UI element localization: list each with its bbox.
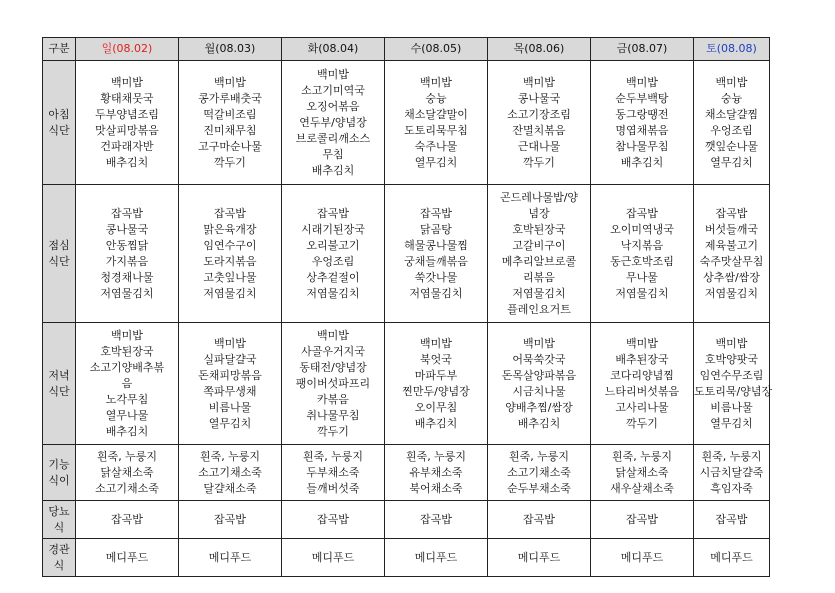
- menu-cell: [385, 61, 488, 185]
- menu-item: 새우살채소죽: [610, 481, 674, 495]
- menu-cell: [488, 501, 591, 539]
- row-label-functional-diet: [43, 445, 76, 501]
- menu-item: 배추김치: [620, 155, 664, 169]
- menu-item: 백미밥: [111, 328, 143, 342]
- menu-item: 오리불고기: [306, 238, 360, 252]
- menu-item: 잡곡밥: [420, 512, 452, 526]
- menu-item: 메디푸드: [311, 550, 355, 564]
- menu-item: 깍두기: [317, 424, 349, 438]
- menu-cell: [76, 61, 179, 185]
- menu-item: 백미밥: [214, 336, 246, 350]
- menu-item: 흰죽, 누룽지: [96, 449, 158, 463]
- menu-cell: [282, 61, 385, 185]
- menu-item: 숭늉: [425, 91, 447, 105]
- menu-cell: [179, 185, 282, 323]
- menu-item: 배추김치: [517, 416, 561, 430]
- header-day-mon: 월(08.03): [179, 38, 282, 61]
- menu-item: 소고기양배추볶: [89, 360, 165, 374]
- menu-cell: [76, 539, 179, 577]
- menu-item: 상추겉절이: [306, 270, 360, 284]
- menu-item: 호박양팟국: [704, 352, 759, 366]
- menu-cell: [488, 61, 591, 185]
- row-label-diabetic-diet: [43, 501, 76, 539]
- menu-item: 백미밥: [523, 75, 555, 89]
- menu-item: 오이미역냉국: [610, 222, 674, 236]
- row-label-line: 식단: [48, 123, 70, 137]
- menu-cell: [591, 501, 694, 539]
- menu-item: 콩나물국: [105, 222, 149, 236]
- menu-cell: [179, 445, 282, 501]
- menu-item: 느타리버섯볶음: [604, 384, 680, 398]
- menu-item: 마파두부: [414, 368, 458, 382]
- menu-item: 안동찜닭: [105, 238, 149, 252]
- menu-item: 상추쌈/쌈장: [703, 270, 760, 284]
- menu-item: 념장: [528, 206, 550, 220]
- menu-item: 비름나물: [710, 400, 753, 414]
- header-row: [43, 38, 770, 61]
- menu-cell: [282, 501, 385, 539]
- menu-item: 어묵쑥갓국: [512, 352, 566, 366]
- menu-item: 우엉조림: [311, 254, 355, 268]
- menu-item: 메디푸드: [710, 550, 753, 564]
- menu-body: [43, 61, 773, 577]
- header-day-fri: 금(08.07): [591, 38, 694, 61]
- menu-item: 고사리나물: [615, 400, 669, 414]
- menu-cell: [591, 323, 694, 445]
- row-functional-diet: [43, 445, 770, 501]
- menu-item: 채소달걀찜: [704, 107, 759, 121]
- menu-item: 찐만두/양념장: [402, 384, 470, 398]
- row-label-line: 식단: [48, 254, 70, 268]
- menu-item: 배추김치: [105, 424, 149, 438]
- menu-item: 백미밥: [111, 75, 143, 89]
- menu-item: 잡곡밥: [111, 512, 143, 526]
- menu-item: 맛살피망볶음: [95, 123, 159, 137]
- menu-item: 시래기된장국: [301, 222, 365, 236]
- menu-cell: [179, 323, 282, 445]
- menu-item: 명엽채볶음: [615, 123, 669, 137]
- menu-item: 깍두기: [214, 155, 246, 169]
- menu-item: 동태전/양념장: [299, 360, 367, 374]
- menu-item: 숙주맛살무침: [699, 254, 764, 268]
- row-lunch: [43, 185, 770, 323]
- menu-item: 닭살채소죽: [615, 465, 669, 479]
- menu-item: 리볶음: [523, 270, 555, 284]
- menu-item: 흰죽, 누룽지: [701, 449, 762, 463]
- header-corner: 구분: [43, 38, 76, 61]
- menu-item: 닭살채소죽: [100, 465, 154, 479]
- menu-item: 콩가루배춧국: [198, 91, 262, 105]
- menu-item: 사골우거지국: [301, 344, 365, 358]
- menu-item: 메추리알브로콜: [501, 254, 577, 268]
- menu-cell: [488, 539, 591, 577]
- menu-cell: [76, 445, 179, 501]
- header-day-wed: 수(08.05): [385, 38, 488, 61]
- menu-item: 두부채소죽: [306, 465, 360, 479]
- menu-item: 순두부백탕: [615, 91, 669, 105]
- menu-item: 맑은육개장: [203, 222, 257, 236]
- menu-cell: [591, 61, 694, 185]
- menu-cell: [385, 185, 488, 323]
- row-dinner: [43, 323, 770, 445]
- menu-cell: [76, 323, 179, 445]
- menu-item: 저염물김치: [306, 286, 360, 300]
- menu-item: 깻잎순나물: [704, 139, 759, 153]
- menu-item: 잡곡밥: [317, 512, 349, 526]
- header-day-sat: 토(08.08): [694, 38, 770, 61]
- menu-cell: [76, 185, 179, 323]
- menu-item: 저염물김치: [203, 286, 257, 300]
- menu-item: 도라지볶음: [203, 254, 257, 268]
- menu-item: 제육불고기: [704, 238, 759, 252]
- header-day-sun: 일(08.02): [76, 38, 179, 61]
- menu-item: 잡곡밥: [420, 206, 452, 220]
- menu-cell: [591, 185, 694, 323]
- menu-cell: [694, 539, 770, 577]
- menu-item: 흰죽, 누룽지: [199, 449, 261, 463]
- menu-item: 열무나물: [105, 408, 149, 422]
- menu-item: 시금치나물: [512, 384, 566, 398]
- menu-item: 참나물무침: [615, 139, 669, 153]
- menu-item: 코다리양념찜: [610, 368, 674, 382]
- menu-item: 메디푸드: [414, 550, 458, 564]
- menu-item: 소고기채소죽: [507, 465, 571, 479]
- row-breakfast: [43, 61, 770, 185]
- menu-item: 배추된장국: [615, 352, 669, 366]
- menu-item: 달걀채소죽: [203, 481, 257, 495]
- menu-item: 흰죽, 누룽지: [302, 449, 364, 463]
- menu-item: 흰죽, 누룽지: [611, 449, 673, 463]
- menu-item: 돈채피망볶음: [198, 368, 262, 382]
- menu-item: 들깨버섯죽: [306, 481, 360, 495]
- weekly-menu-table: [42, 37, 773, 577]
- menu-item: 우엉조림: [710, 123, 753, 137]
- menu-cell: [591, 445, 694, 501]
- menu-item: 열무김치: [208, 416, 252, 430]
- menu-item: 북어채소죽: [409, 481, 463, 495]
- menu-item: 열무김치: [414, 155, 458, 169]
- menu-cell: [591, 539, 694, 577]
- menu-item: 소고기채소죽: [95, 481, 159, 495]
- menu-item: 카볶음: [317, 392, 349, 406]
- menu-item: 곤드레나물밥/양: [499, 190, 579, 204]
- row-tube-feeding: [43, 539, 770, 577]
- menu-item: 버섯들깨국: [704, 222, 759, 236]
- menu-item: 오징어볶음: [306, 99, 360, 113]
- menu-item: 떡갈비조림: [203, 107, 257, 121]
- menu-cell: [694, 61, 770, 185]
- menu-item: 흰죽, 누룽지: [405, 449, 467, 463]
- menu-cell: [488, 323, 591, 445]
- row-label-line: 점심: [48, 238, 70, 252]
- menu-cell: [694, 323, 773, 445]
- header-day-tue: 화(08.04): [282, 38, 385, 61]
- menu-item: 배추김치: [414, 416, 458, 430]
- menu-item: 궁채들깨볶음: [404, 254, 468, 268]
- menu-cell: [694, 501, 770, 539]
- menu-item: 저염물김치: [409, 286, 463, 300]
- menu-item: 닭곰탕: [420, 222, 452, 236]
- menu-cell: [488, 445, 591, 501]
- menu-item: 백미밥: [715, 75, 748, 89]
- row-label-line: 식: [53, 520, 65, 534]
- row-label-line: 경관: [48, 542, 70, 556]
- menu-cell: [694, 185, 770, 323]
- menu-cell: [282, 323, 385, 445]
- menu-item: 메디푸드: [105, 550, 149, 564]
- menu-item: 호박된장국: [512, 222, 566, 236]
- row-label-line: 식단: [48, 384, 70, 398]
- row-label-line: 식이: [48, 473, 70, 487]
- menu-item: 동근호박조림: [610, 254, 674, 268]
- menu-item: 근대나물: [517, 139, 561, 153]
- menu-item: 두부양념조림: [95, 107, 159, 121]
- menu-item: 백미밥: [523, 336, 555, 350]
- menu-item: 숭늉: [720, 91, 743, 105]
- menu-item: 고구마순나물: [198, 139, 262, 153]
- row-label-line: 기능: [48, 457, 70, 471]
- menu-item: 저염물김치: [704, 286, 759, 300]
- menu-cell: [385, 323, 488, 445]
- menu-cell: [488, 185, 591, 323]
- menu-item: 실파달걀국: [203, 352, 257, 366]
- menu-item: 저염물김치: [100, 286, 154, 300]
- header-day-thu: 목(08.06): [488, 38, 591, 61]
- menu-item: 백미밥: [626, 75, 658, 89]
- menu-cell: [385, 539, 488, 577]
- menu-item: 양배추찜/쌈장: [505, 400, 573, 414]
- menu-item: 쪽파무생채: [203, 384, 257, 398]
- menu-item: 쑥갓나물: [414, 270, 458, 284]
- menu-item: 임연수구이: [203, 238, 257, 252]
- menu-item: 무침: [322, 147, 344, 161]
- menu-item: 숙주나물: [414, 139, 458, 153]
- menu-item: 메디푸드: [620, 550, 664, 564]
- menu-item: 건파래자반: [100, 139, 154, 153]
- row-label-line: 저녁: [48, 368, 70, 382]
- menu-item: 열무김치: [710, 416, 753, 430]
- menu-item: 취나물무침: [306, 408, 360, 422]
- menu-cell: [694, 445, 770, 501]
- menu-item: 낙지볶음: [620, 238, 664, 252]
- menu-item: 소고기채소죽: [198, 465, 262, 479]
- row-label-line: 아침: [48, 107, 70, 121]
- menu-item: 임연수무조림: [699, 368, 764, 382]
- row-label-breakfast: [43, 61, 76, 185]
- menu-cell: [282, 445, 385, 501]
- menu-item: 황태채뭇국: [100, 91, 154, 105]
- menu-cell: [179, 61, 282, 185]
- menu-item: 메디푸드: [517, 550, 561, 564]
- menu-item: 청경채나물: [100, 270, 154, 284]
- menu-item: 잡곡밥: [317, 206, 349, 220]
- menu-item: 잡곡밥: [626, 206, 658, 220]
- menu-item: 흑임자죽: [710, 481, 753, 495]
- menu-item: 잡곡밥: [111, 206, 143, 220]
- menu-item: 잡곡밥: [214, 512, 246, 526]
- menu-item: 잡곡밥: [626, 512, 658, 526]
- menu-item: 잡곡밥: [214, 206, 246, 220]
- menu-cell: [179, 501, 282, 539]
- menu-item: 깍두기: [626, 416, 658, 430]
- menu-cell: [282, 185, 385, 323]
- row-label-tube-feeding: [43, 539, 76, 577]
- menu-item: 비름나물: [208, 400, 252, 414]
- menu-item: 소고기미역국: [301, 83, 365, 97]
- menu-item: 연두부/양념장: [299, 115, 367, 129]
- menu-item: 도토리묵무침: [404, 123, 468, 137]
- menu-item: 저염물김치: [615, 286, 669, 300]
- menu-item: 잡곡밥: [523, 512, 555, 526]
- menu-item: 백미밥: [214, 75, 246, 89]
- menu-item: 열무김치: [710, 155, 753, 169]
- menu-item: 시금치달걀죽: [699, 465, 764, 479]
- row-diabetic-diet: [43, 501, 770, 539]
- menu-item: 동그랑땡전: [615, 107, 669, 121]
- menu-item: 순두부채소죽: [507, 481, 571, 495]
- menu-item: 잡곡밥: [715, 512, 748, 526]
- menu-item: 백미밥: [317, 328, 349, 342]
- menu-item: 도토리묵/양념장: [694, 384, 773, 398]
- menu-cell: [282, 539, 385, 577]
- menu-item: 백미밥: [317, 67, 349, 81]
- menu-item: 깍두기: [523, 155, 555, 169]
- menu-item: 유부채소죽: [409, 465, 463, 479]
- row-label-line: 당뇨: [48, 504, 70, 518]
- menu-item: 팽이버섯파프리: [295, 376, 371, 390]
- row-label-line: 식: [53, 558, 65, 572]
- menu-item: 콩나물국: [517, 91, 561, 105]
- row-label-dinner: [43, 323, 76, 445]
- menu-item: 무나물: [626, 270, 658, 284]
- menu-item: 오이무침: [414, 400, 458, 414]
- menu-item: 고갈비구이: [512, 238, 566, 252]
- menu-cell: [76, 501, 179, 539]
- menu-item: 저염물김치: [512, 286, 566, 300]
- menu-item: 고춧잎나물: [203, 270, 257, 284]
- menu-item: 백미밥: [420, 75, 452, 89]
- menu-cell: [385, 445, 488, 501]
- menu-item: 잔멸치볶음: [512, 123, 566, 137]
- menu-item: 북엇국: [420, 352, 452, 366]
- menu-item: 배추김치: [105, 155, 149, 169]
- menu-item: 백미밥: [715, 336, 748, 350]
- menu-item: 배추김치: [311, 163, 355, 177]
- menu-item: 플레인요거트: [507, 302, 571, 316]
- menu-item: 돈목살양파볶음: [501, 368, 577, 382]
- menu-item: 흰죽, 누룽지: [508, 449, 570, 463]
- menu-item: 메디푸드: [208, 550, 252, 564]
- menu-item: 채소달걀말이: [404, 107, 468, 121]
- menu-item: 음: [121, 376, 133, 390]
- menu-item: 진미채무침: [203, 123, 257, 137]
- menu-cell: [385, 501, 488, 539]
- menu-item: 소고기장조림: [507, 107, 571, 121]
- menu-item: 잡곡밥: [715, 206, 748, 220]
- row-label-lunch: [43, 185, 76, 323]
- menu-item: 노각무침: [105, 392, 149, 406]
- menu-item: 백미밥: [626, 336, 658, 350]
- menu-item: 가지볶음: [105, 254, 149, 268]
- menu-item: 백미밥: [420, 336, 452, 350]
- menu-cell: [179, 539, 282, 577]
- menu-item: 호박된장국: [100, 344, 154, 358]
- menu-item: 해물콩나물찜: [404, 238, 468, 252]
- menu-item: 브로콜리깨소스: [295, 131, 371, 145]
